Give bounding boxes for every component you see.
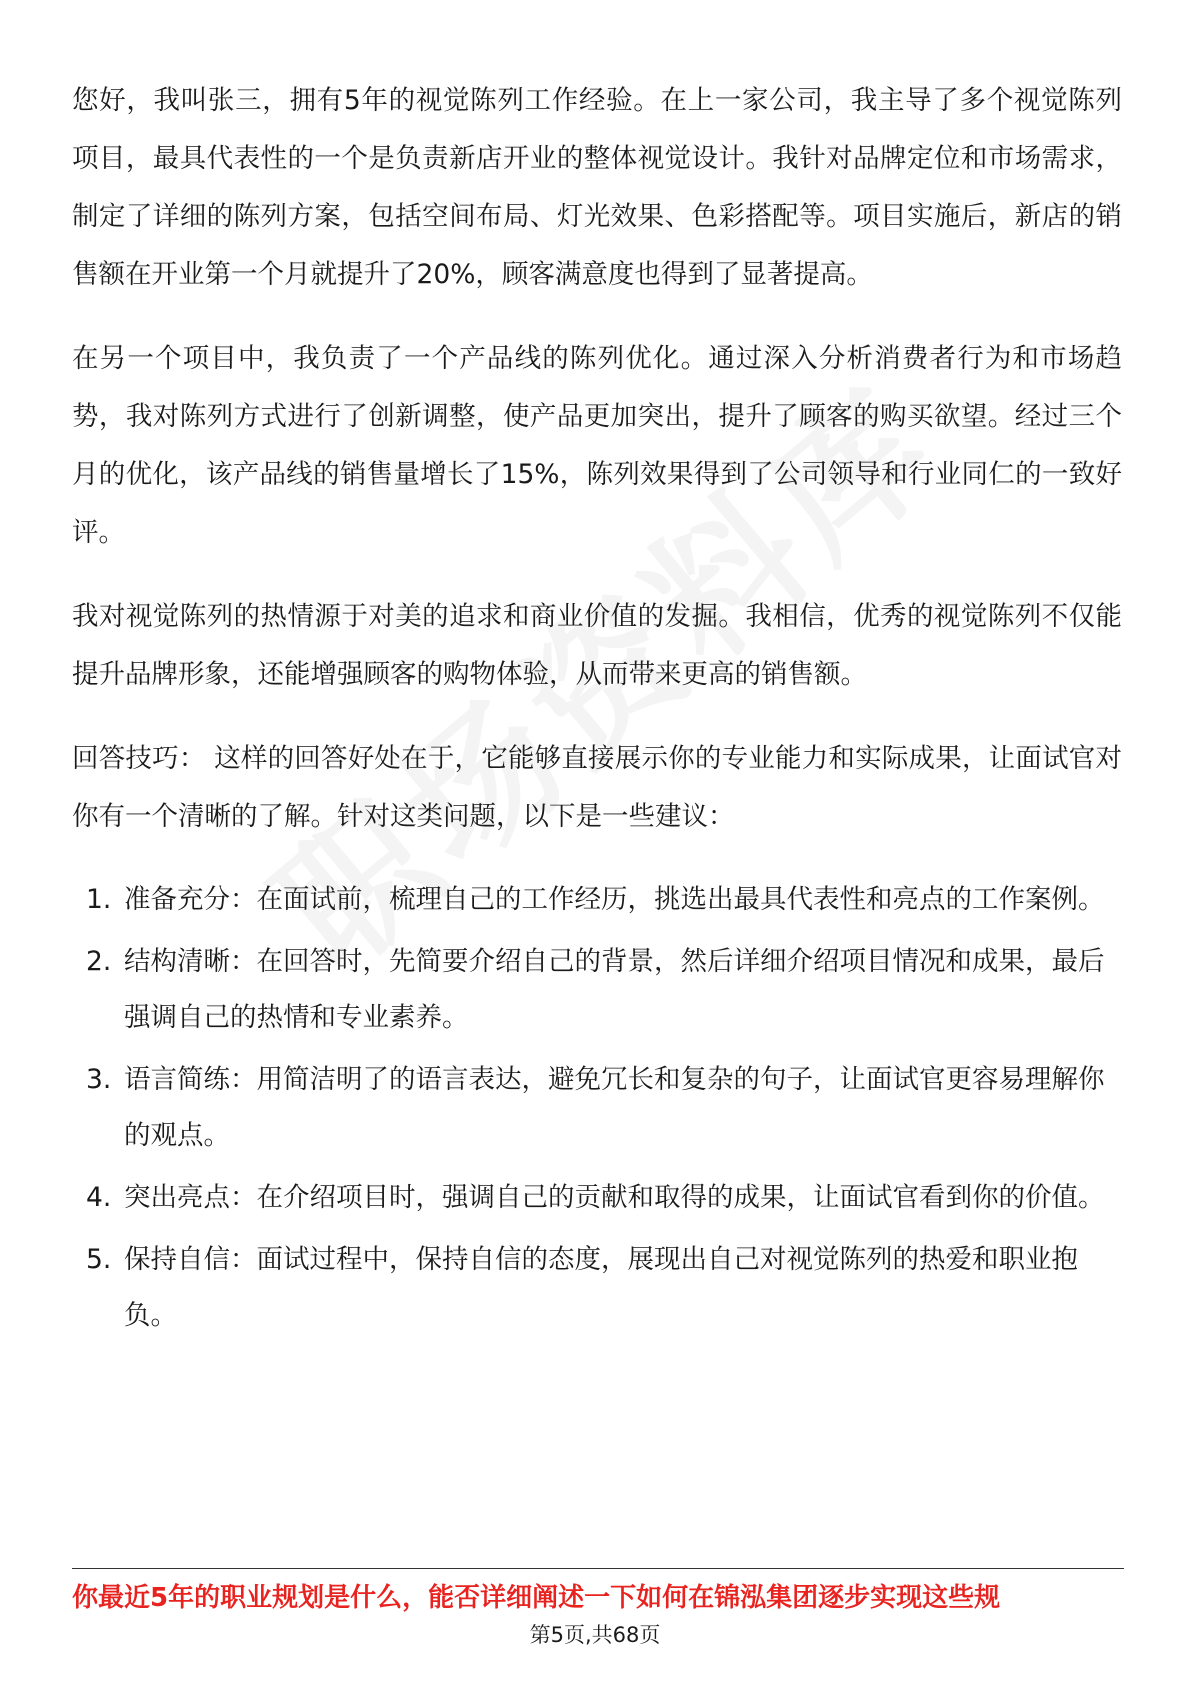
tip-number: 1. <box>86 884 112 915</box>
tip-item <box>72 934 1122 1046</box>
tip-number: 3. <box>86 1064 112 1095</box>
tip-number: 5. <box>86 1244 112 1275</box>
page-number: 第5页,共68页 <box>529 1623 661 1647</box>
tip-number: 2. <box>86 946 112 977</box>
tip-text: 语言简练：用简洁明了的语言表达，避免冗长和复杂的句子，让面试官更容易理解你的观点。 <box>124 1064 1105 1151</box>
tip-item <box>72 1232 1122 1344</box>
tips-list <box>72 872 1122 1344</box>
page-content <box>72 72 1122 1350</box>
answer-paragraph-1: 您好，我叫张三，拥有5年的视觉陈列工作经验。在上一家公司，我主导了多个视觉陈列项目，最具代表性的一个是负责新店开业的整体视觉设计。我针对品牌定位和市场需求，制定了详细的陈列方案，包括空间布局、灯光效果、色彩搭配等。项目实施后，新店的销售额在开业第一个月就提升了20%，顾客满意度也得到了显著提高。 <box>72 85 1122 290</box>
tip-text: 准备充分：在面试前，梳理自己的工作经历，挑选出最具代表性和亮点的工作案例。 <box>124 884 1105 915</box>
tip-text: 结构清晰：在回答时，先简要介绍自己的背景，然后详细介绍项目情况和成果，最后强调自己的热情和专业素养。 <box>124 946 1105 1033</box>
tip-item <box>72 1170 1122 1226</box>
tip-text: 突出亮点：在介绍项目时，强调自己的贡献和取得的成果，让面试官看到你的价值。 <box>124 1182 1105 1213</box>
answer-tips-intro: 回答技巧： 这样的回答好处在于，它能够直接展示你的专业能力和实际成果，让面试官对你有一个清晰的了解。针对这类问题，以下是一些建议： <box>72 743 1122 832</box>
answer-paragraph-2: 在另一个项目中，我负责了一个产品线的陈列优化。通过深入分析消费者行为和市场趋势，我对陈列方式进行了创新调整，使产品更加突出，提升了顾客的购买欲望。经过三个月的优化，该产品线的销售量增长了15%，陈列效果得到了公司领导和行业同仁的一致好评。 <box>72 343 1122 548</box>
tip-item <box>72 1052 1122 1164</box>
answer-paragraph-3: 我对视觉陈列的热情源于对美的追求和商业价值的发掘。我相信，优秀的视觉陈列不仅能提升品牌形象，还能增强顾客的购物体验，从而带来更高的销售额。 <box>72 601 1122 690</box>
tip-number: 4. <box>86 1182 112 1213</box>
footer-divider <box>72 1568 1124 1569</box>
footer-question: 你最近5年的职业规划是什么，能否详细阐述一下如何在锦泓集团逐步实现这些规 <box>72 1583 1001 1613</box>
tip-text: 保持自信：面试过程中，保持自信的态度，展现出自己对视觉陈列的热爱和职业抱负。 <box>124 1244 1078 1331</box>
tip-item <box>72 872 1122 928</box>
